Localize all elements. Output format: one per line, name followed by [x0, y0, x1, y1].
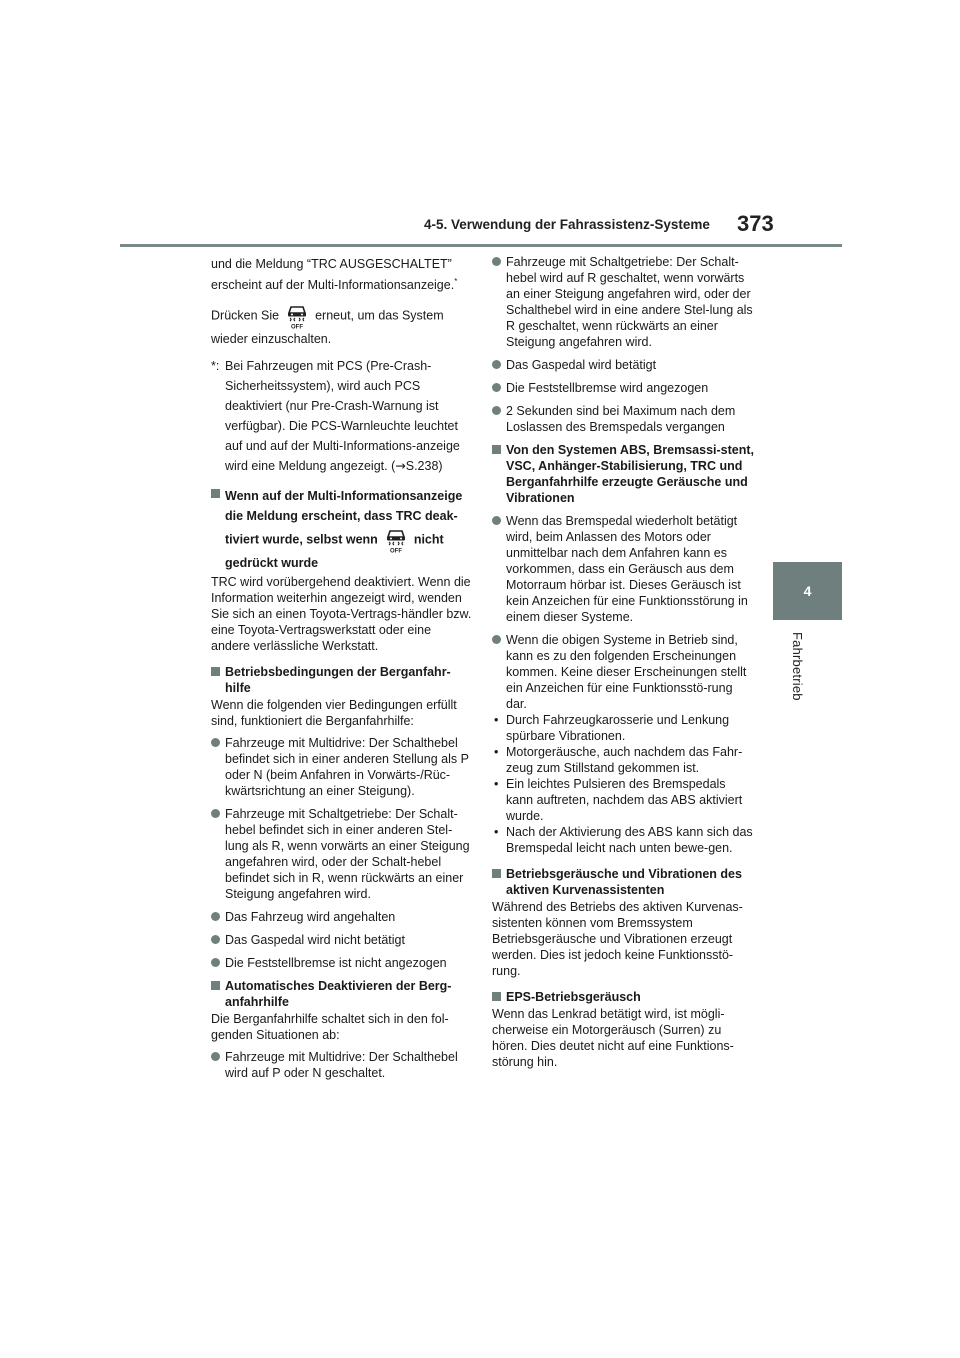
right-column	[492, 254, 754, 1070]
list-item: • Nach der Aktivierung des ABS kann sich das Bremspedal leicht nach unten bewe-gen.	[492, 824, 754, 856]
list-item: Das Gaspedal wird nicht betätigt	[211, 932, 473, 948]
section-heading: Von den Systemen ABS, Bremsassi-stent, VSC, Anhänger-Stabilisierung, TRC und Berganfahrhilfe erzeugte Geräusche und Vibrationen	[492, 442, 754, 506]
section-heading: Betriebsgeräusche und Vibrationen des aktiven Kurvenassistenten	[492, 866, 754, 898]
arrow-icon: →	[395, 457, 406, 473]
paragraph: Wenn das Lenkrad betätigt wird, ist mögli-cherweise ein Motorgeräusch (Surren) zu hören. Dies deutet nicht auf eine Funktions-störung hin.	[492, 1007, 734, 1069]
section-title: 4-5. Verwendung der Fahrassistenz-Systeme	[424, 217, 710, 232]
list-item: • Motorgeräusche, auch nachdem das Fahr-zeug zum Stillstand gekommen ist.	[492, 744, 754, 776]
list-item: Das Gaspedal wird betätigt	[492, 357, 754, 373]
paragraph: Während des Betriebs des aktiven Kurvenas-sistenten können vom Bremssystem Betriebsgeräusche und Vibrationen erzeugt werden. Dies ist jedoch keine Funktionsstö-rung.	[492, 900, 743, 978]
chapter-label: Fahrbetrieb	[790, 632, 805, 701]
section-heading: Betriebsbedingungen der Berganfahr-hilfe	[211, 664, 473, 696]
list-item: Wenn das Bremspedal wiederholt betätigt wird, beim Anlassen des Motors oder unmittelbar nach dem Anfahren kann es vorkommen, dass ein Geräusch aus dem Motorraum hörbar ist. Dieses Geräusch ist kein Anzeichen für eine Funktionsstörung in einem dieser Systeme.	[492, 513, 754, 625]
section-heading: EPS-Betriebsgeräusch	[492, 989, 754, 1005]
list-item: • Durch Fahrzeugkarosserie und Lenkung spürbare Vibrationen.	[492, 712, 754, 744]
svg-text:OFF: OFF	[389, 548, 402, 553]
list-item: Die Feststellbremse wird angezogen	[492, 380, 754, 396]
paragraph: und die Meldung “TRC AUSGESCHALTET” erscheint auf der Multi-Informationsanzeige.*	[211, 257, 458, 292]
list-item: Fahrzeuge mit Schaltgetriebe: Der Schalt-hebel wird auf R geschaltet, wenn vorwärts an einer Steigung angefahren wird, oder der Schalthebel wird in eine andere Stel-lung als R geschaltet, wenn rückwärts an einer Steigung angefahren wird.	[492, 254, 754, 350]
paragraph: TRC wird vorübergehend deaktiviert. Wenn die Information weiterhin angezeigt wird, wenden Sie sich an einen Toyota-Vertrags-händler bzw. eine Toyota-Vertragswerkstatt oder eine andere verlässliche Werkstatt.	[211, 575, 472, 653]
footnote-marker: *	[454, 276, 458, 286]
chapter-tab[interactable]	[773, 562, 842, 620]
footnote-marker: *:	[211, 358, 220, 373]
paragraph: Die Berganfahrhilfe schaltet sich in den fol-genden Situationen ab:	[211, 1012, 449, 1042]
page-reference-link[interactable]: S.238	[405, 458, 439, 473]
list-item: Fahrzeuge mit Multidrive: Der Schalthebel befindet sich in einer anderen Stellung als P oder N (beim Anfahren in Vorwärts-/Rüc-kwärtsrichtung an einer Steigung).	[211, 735, 473, 799]
svg-text:OFF: OFF	[291, 324, 304, 329]
header-divider	[120, 244, 842, 247]
left-column	[211, 254, 473, 1088]
paragraph: Drücken Sie OFF erneut, um das System wieder einzuschalten.	[211, 303, 473, 350]
section-heading: Wenn auf der Multi-Informationsanzeige die Meldung erscheint, dass TRC deak-tiviert wurde, selbst wenn OFF nicht gedrückt wurde	[211, 486, 473, 574]
list-item: Fahrzeuge mit Schaltgetriebe: Der Schalt-hebel befindet sich in einer anderen Stel-lung als R, wenn vorwärts an einer Steigung angefahren wird, oder der Schalt-hebel befindet sich in R, wenn rückwärts an einer Steigung angefahren wird.	[211, 806, 473, 902]
chapter-number: 4	[803, 583, 812, 599]
list-item: • Ein leichtes Pulsieren des Bremspedals kann auftreten, nachdem das ABS aktiviert wurde.	[492, 776, 754, 824]
vehicle-skid-off-icon	[384, 527, 408, 553]
list-item: Fahrzeuge mit Multidrive: Der Schalthebel wird auf P oder N geschaltet.	[211, 1049, 473, 1081]
section-heading: Automatisches Deaktivieren der Berg-anfahrhilfe	[211, 978, 473, 1010]
list-item: Das Fahrzeug wird angehalten	[211, 909, 473, 925]
list-item: Wenn die obigen Systeme in Betrieb sind, kann es zu den folgenden Erscheinungen kommen. Keine dieser Erscheinungen stellt ein Anzeichen für eine Funktionsstö-rung dar.	[492, 632, 754, 712]
paragraph: Wenn die folgenden vier Bedingungen erfüllt sind, funktioniert die Berganfahrhilfe:	[211, 698, 457, 728]
footnote: *: Bei Fahrzeugen mit PCS (Pre-Crash-Sicherheitssystem), wird auch PCS deaktiviert (nur Pre-Crash-Warnung ist verfügbar). Die PCS-Warnleuchte leuchtet auf und auf der Multi-Informations-anzeige wird eine Meldung angezeigt. (→S.238)	[211, 356, 473, 476]
list-item: 2 Sekunden sind bei Maximum nach dem Loslassen des Bremspedals vergangen	[492, 403, 754, 435]
vehicle-skid-off-icon	[285, 303, 309, 329]
list-item: Die Feststellbremse ist nicht angezogen	[211, 955, 473, 971]
page-number: 373	[737, 211, 774, 236]
